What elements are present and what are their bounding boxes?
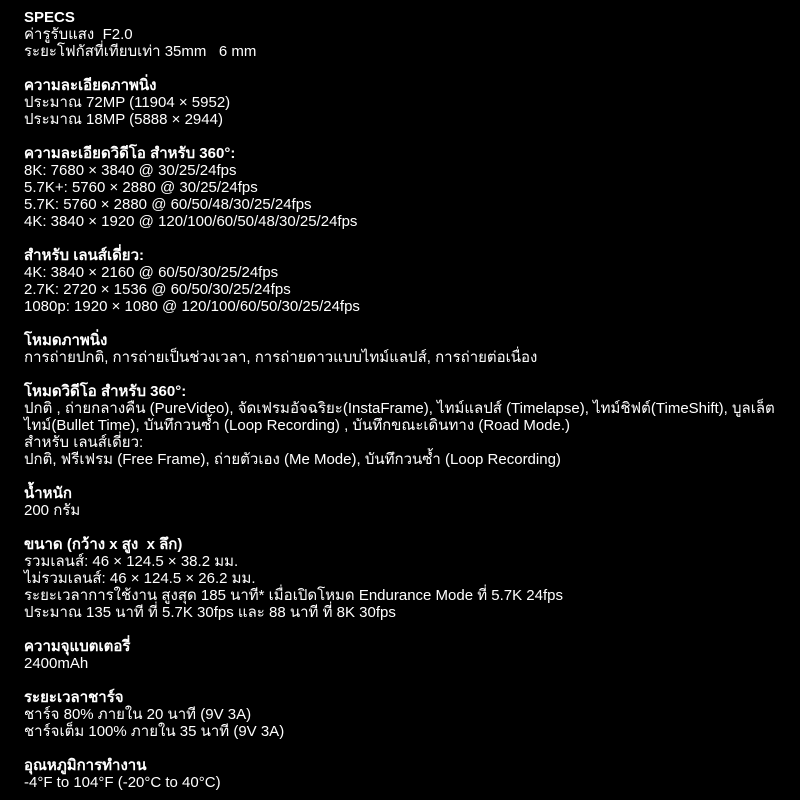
spec-line: ระยะโฟกัสที่เทียบเท่า 35mm 6 mm: [24, 43, 257, 60]
spec-section: [24, 536, 776, 621]
spec-line: ประมาณ 18MP (5888 × 2944): [24, 111, 223, 128]
section-heading: ความจุแบตเตอรี่: [24, 638, 131, 655]
spec-line: ไม่รวมเลนส์: 46 × 124.5 × 26.2 มม.: [24, 570, 256, 587]
spec-section: [24, 689, 776, 740]
spec-line: รวมเลนส์: 46 × 124.5 × 38.2 มม.: [24, 553, 239, 570]
spec-line: ปกติ, ฟรีเฟรม (Free Frame), ถ่ายตัวเอง (Me Mode), บันทึกวนซ้ำ (Loop Recording): [24, 451, 561, 468]
spec-line: 200 กรัม: [24, 502, 81, 519]
section-heading: ระยะเวลาชาร์จ: [24, 689, 124, 706]
section-heading: SPECS: [24, 9, 75, 26]
spec-line: การถ่ายปกติ, การถ่ายเป็นช่วงเวลา, การถ่ายดาวแบบไทม์แลปส์, การถ่ายต่อเนื่อง: [24, 349, 538, 366]
spec-section: [24, 247, 776, 315]
section-heading: ขนาด (กว้าง x สูง x ลึก): [24, 536, 183, 553]
spec-line: 5.7K+: 5760 × 2880 @ 30/25/24fps: [24, 179, 258, 196]
spec-line: 4K: 3840 × 2160 @ 60/50/30/25/24fps: [24, 264, 279, 281]
spec-line: ประมาณ 135 นาที ที่ 5.7K 30fps และ 88 นาที ที่ 8K 30fps: [24, 604, 396, 621]
spec-section: [24, 757, 776, 791]
section-heading: โหมดวิดีโอ สำหรับ 360°:: [24, 383, 187, 400]
spec-line: ประมาณ 72MP (11904 × 5952): [24, 94, 231, 111]
spec-line: ค่ารูรับแสง F2.0: [24, 26, 133, 43]
spec-line: ชาร์จเต็ม 100% ภายใน 35 นาที (9V 3A): [24, 723, 285, 740]
section-heading: ความละเอียดภาพนิ่ง: [24, 77, 157, 94]
spec-section: [24, 145, 776, 230]
spec-section: [24, 638, 776, 672]
section-heading: ความละเอียดวิดีโอ สำหรับ 360°:: [24, 145, 236, 162]
spec-line: 2400mAh: [24, 655, 89, 672]
spec-section: [24, 332, 776, 366]
spec-line: ปกติ , ถ่ายกลางคืน (PureVideo), จัดเฟรมอัจฉริยะ(InstaFrame), ไทม์แลปส์ (Timelapse), ไทม์ชิฟต์(TimeShift), บูลเล็ต: [24, 400, 775, 417]
spec-line: 1080p: 1920 × 1080 @ 120/100/60/50/30/25/24fps: [24, 298, 360, 315]
section-heading: น้ำหนัก: [24, 485, 72, 502]
spec-section: [24, 77, 776, 128]
spec-section: [24, 9, 776, 60]
spec-line: ไทม์(Bullet Time), บันทึกวนซ้ำ (Loop Recording) , บันทึกขณะเดินทาง (Road Mode.): [24, 417, 571, 434]
section-heading: สำหรับ เลนส์เดี่ยว:: [24, 247, 145, 264]
spec-line: 8K: 7680 × 3840 @ 30/25/24fps: [24, 162, 237, 179]
spec-line: -4°F to 104°F (-20°C to 40°C): [24, 774, 221, 791]
spec-line: 2.7K: 2720 × 1536 @ 60/50/30/25/24fps: [24, 281, 291, 298]
section-heading: โหมดภาพนิ่ง: [24, 332, 108, 349]
spec-section: [24, 383, 776, 468]
spec-line: ระยะเวลาการใช้งาน สูงสุด 185 นาที* เมื่อเปิดโหมด Endurance Mode ที่ 5.7K 24fps: [24, 587, 564, 604]
section-heading: อุณหภูมิการทำงาน: [24, 757, 147, 774]
spec-section: [24, 485, 776, 519]
spec-line: 4K: 3840 × 1920 @ 120/100/60/50/48/30/25/24fps: [24, 213, 358, 230]
spec-line: 5.7K: 5760 × 2880 @ 60/50/48/30/25/24fps: [24, 196, 312, 213]
spec-line: ชาร์จ 80% ภายใน 20 นาที (9V 3A): [24, 706, 252, 723]
spec-line: สำหรับ เลนส์เดี่ยว:: [24, 434, 144, 451]
